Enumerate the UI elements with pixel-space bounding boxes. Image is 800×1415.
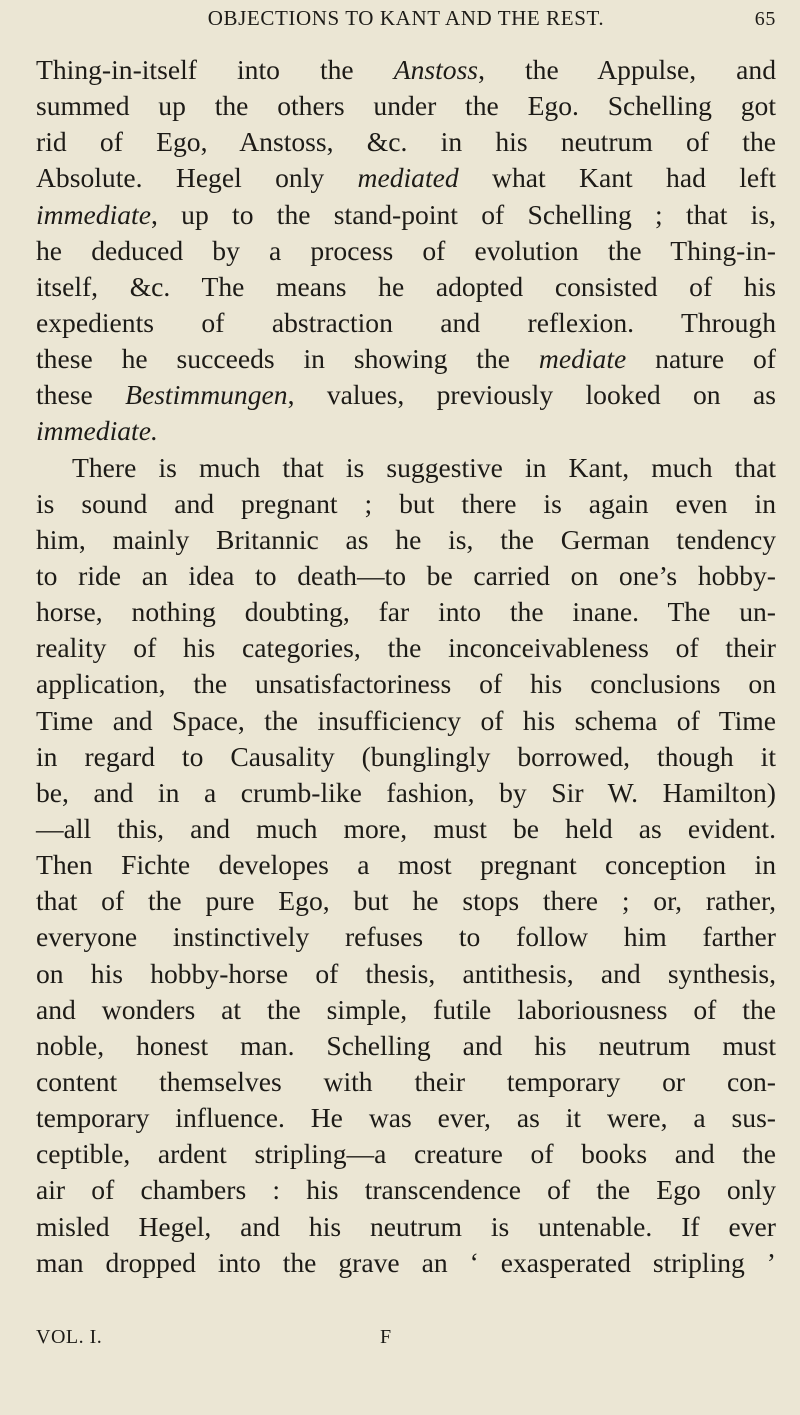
text-segment: is sound and pregnant ; but there is again even in bbox=[36, 487, 776, 519]
text-line bbox=[36, 666, 776, 702]
text-line bbox=[36, 1172, 776, 1208]
text-segment: ceptible, ardent stripling—a creature of books and the bbox=[36, 1138, 776, 1170]
text-line bbox=[36, 269, 776, 305]
text-line bbox=[36, 233, 776, 269]
text-line bbox=[36, 1245, 776, 1281]
italic-text: mediate bbox=[538, 343, 627, 375]
text-segment: , the Appulse, and bbox=[478, 54, 776, 85]
text-segment: Absolute. Hegel only bbox=[36, 162, 358, 194]
text-line bbox=[36, 305, 776, 341]
text-segment: him, mainly Britannic as he is, the German tendency bbox=[36, 523, 776, 555]
italic-text: immediate. bbox=[36, 415, 158, 447]
text-segment: he deduced by a process of evolution the Thing-in- bbox=[36, 234, 776, 266]
text-line bbox=[36, 847, 776, 883]
body-text bbox=[36, 52, 776, 1281]
text-segment: application, the unsatisfactoriness of his conclusions on bbox=[36, 668, 776, 700]
text-line bbox=[36, 919, 776, 955]
text-line bbox=[36, 52, 776, 88]
text-line bbox=[36, 1100, 776, 1136]
text-line bbox=[36, 630, 776, 666]
running-title: OBJECTIONS TO KANT AND THE REST. bbox=[207, 6, 605, 30]
text-segment: rid of Ego, Anstoss, &c. in his neutrum of the bbox=[36, 126, 776, 158]
text-segment: There is much that is suggestive in Kant, much that bbox=[72, 451, 776, 483]
text-line bbox=[36, 197, 776, 233]
text-segment: on his hobby-horse of thesis, antithesis, and synthesis, bbox=[36, 957, 776, 989]
text-segment: air of chambers : his transcendence of the Ego only bbox=[36, 1174, 776, 1206]
text-segment: in regard to Causality (bunglingly borrowed, though it bbox=[36, 740, 776, 772]
text-segment: to ride an idea to death—to be carried on one’s hobby- bbox=[36, 559, 776, 591]
signature-mark: F bbox=[380, 1326, 392, 1348]
text-segment: be, and in a crumb-like fashion, by Sir W. Hamilton) bbox=[36, 776, 776, 808]
text-segment: temporary influence. He was ever, as it were, a sus- bbox=[36, 1102, 776, 1134]
italic-text: Anstoss bbox=[393, 54, 479, 85]
text-line bbox=[36, 811, 776, 847]
text-segment: content themselves with their temporary or con- bbox=[36, 1065, 776, 1097]
text-line bbox=[36, 1028, 776, 1064]
text-segment: Time and Space, the insufficiency of his schema of Time bbox=[36, 704, 776, 736]
text-line bbox=[36, 1064, 776, 1100]
text-segment: nature of bbox=[626, 343, 776, 375]
text-segment: Then Fichte developes a most pregnant conception in bbox=[36, 849, 776, 881]
page-footer bbox=[36, 1326, 776, 1356]
italic-text: immediate bbox=[36, 198, 151, 230]
text-line bbox=[36, 594, 776, 630]
text-segment: and wonders at the simple, futile laboriousness of the bbox=[36, 993, 776, 1025]
text-line bbox=[36, 956, 776, 992]
text-segment: these he succeeds in showing the bbox=[36, 343, 539, 375]
text-line bbox=[36, 992, 776, 1028]
text-line bbox=[36, 522, 776, 558]
text-segment: , values, previously looked on as bbox=[287, 379, 776, 411]
text-line bbox=[36, 377, 776, 413]
text-segment: horse, nothing doubting, far into the inane. The un- bbox=[36, 596, 776, 628]
text-segment: what Kant had left bbox=[458, 162, 776, 194]
text-segment: itself, &c. The means he adopted consisted of his bbox=[36, 270, 776, 302]
text-segment: noble, honest man. Schelling and his neutrum must bbox=[36, 1029, 776, 1061]
text-segment: misled Hegel, and his neutrum is untenable. If ever bbox=[36, 1210, 776, 1242]
text-line bbox=[36, 1209, 776, 1245]
text-segment: these bbox=[36, 379, 126, 411]
text-line bbox=[36, 413, 776, 449]
text-segment: everyone instinctively refuses to follow him farther bbox=[36, 921, 776, 953]
text-line bbox=[36, 88, 776, 124]
text-segment: , up to the stand-point of Schelling ; that is, bbox=[150, 198, 776, 230]
italic-text: Bestimmungen bbox=[125, 379, 288, 411]
text-line bbox=[36, 450, 776, 486]
text-segment: —all this, and much more, must be held as evident. bbox=[36, 812, 776, 844]
text-line bbox=[36, 703, 776, 739]
text-line bbox=[36, 1136, 776, 1172]
text-line bbox=[36, 486, 776, 522]
text-segment: that of the pure Ego, but he stops there ; or, rather, bbox=[36, 885, 776, 917]
text-segment: man dropped into the grave an ‘ exasperated stripling ’ bbox=[36, 1246, 776, 1278]
text-line bbox=[36, 124, 776, 160]
text-line bbox=[36, 341, 776, 377]
text-line bbox=[36, 558, 776, 594]
text-segment: summed up the others under the Ego. Schelling got bbox=[36, 90, 776, 122]
volume-label: VOL. I. bbox=[36, 1326, 103, 1348]
text-line bbox=[36, 739, 776, 775]
text-segment: expedients of abstraction and reflexion. Through bbox=[36, 306, 776, 338]
text-line bbox=[36, 160, 776, 196]
running-head bbox=[36, 6, 776, 36]
text-segment: Thing-in-itself into the bbox=[36, 54, 394, 85]
italic-text: mediated bbox=[357, 162, 459, 194]
text-segment: reality of his categories, the inconceivableness of their bbox=[36, 632, 776, 664]
text-line bbox=[36, 883, 776, 919]
page-number: 65 bbox=[754, 8, 776, 30]
text-line bbox=[36, 775, 776, 811]
